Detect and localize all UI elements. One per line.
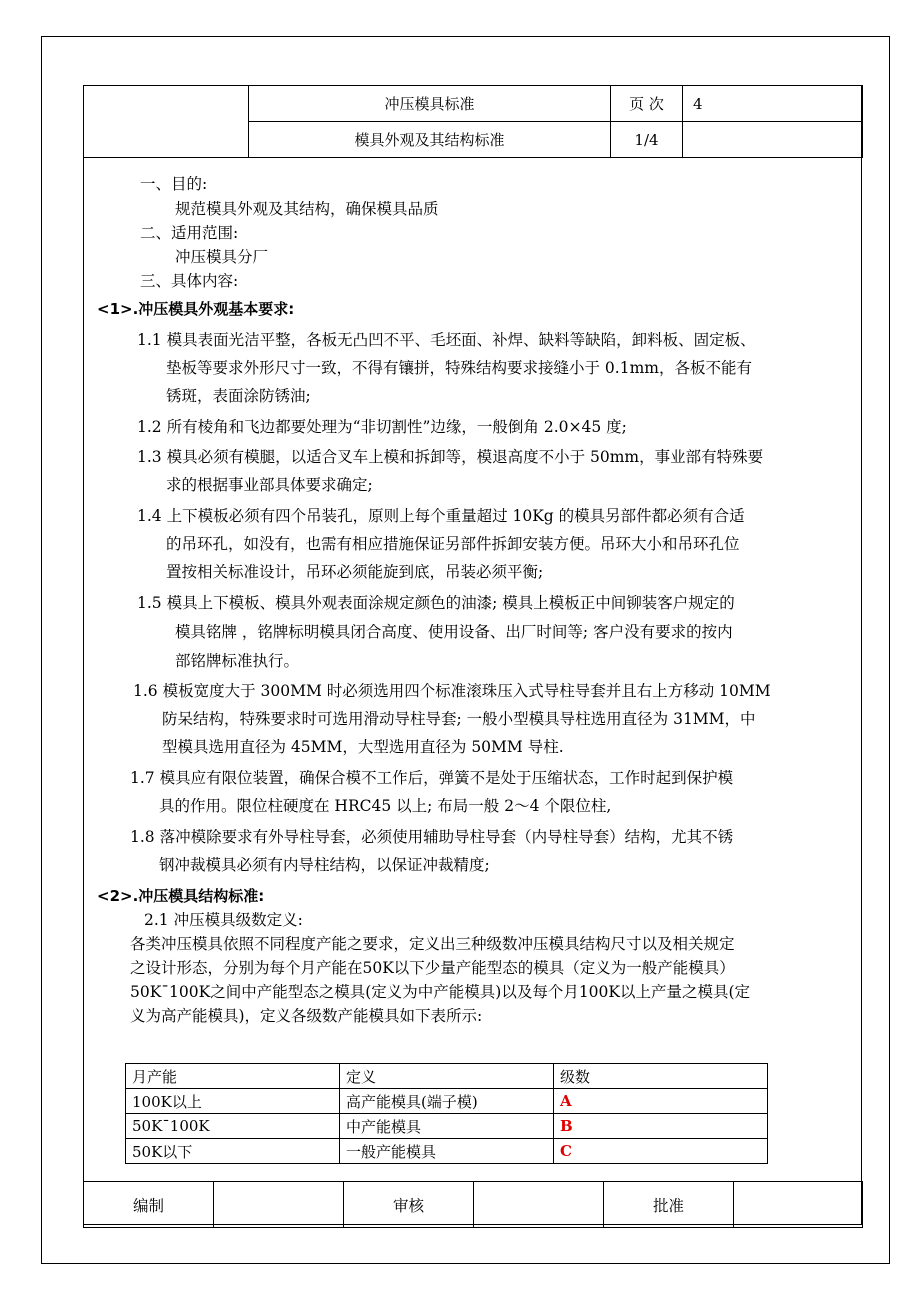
column-header: 级数 xyxy=(554,1064,768,1089)
body-text-line: 钢冲裁模具必须有内导柱结构，以保证冲裁精度; xyxy=(159,856,490,874)
signature-footer xyxy=(83,1181,863,1228)
section-heading: <1>.冲压模具外观基本要求: xyxy=(97,300,295,318)
empty-cell xyxy=(683,122,863,158)
approve-label: 批准 xyxy=(604,1182,734,1228)
table-cell: 高产能模具(端子模) xyxy=(340,1089,554,1114)
table-row xyxy=(126,1089,768,1114)
table-cell: 50K以下 xyxy=(126,1139,340,1164)
logo-cell xyxy=(84,86,249,158)
table-row xyxy=(126,1139,768,1164)
body-text-line: 防呆结构，特殊要求时可选用滑动导柱导套; 一般小型模具导柱选用直径为 31MM，中 xyxy=(162,710,756,728)
body-text-line: 1.2 所有棱角和飞边都要处理为“非切割性”边缘，一般倒角 2.0×45 度; xyxy=(137,418,627,436)
body-text-line: 具的作用。限位柱硬度在 HRC45 以上; 布局一般 2～4 个限位柱, xyxy=(159,797,612,815)
body-text-line: 求的根据事业部具体要求确定; xyxy=(166,476,373,494)
body-text-line: 义为高产能模具)，定义各级数产能模具如下表所示: xyxy=(130,1007,483,1025)
body-text-line: 一、目的: xyxy=(140,175,208,193)
table-header-row xyxy=(126,1064,768,1089)
table-cell: 100K以上 xyxy=(126,1089,340,1114)
body-text-line: 冲压模具分厂 xyxy=(175,248,269,266)
document-title: 冲压模具标准 xyxy=(249,86,611,122)
table-cell: 中产能模具 xyxy=(340,1114,554,1139)
table-cell: 一般产能模具 xyxy=(340,1139,554,1164)
table-cell: 50K¯100K xyxy=(126,1114,340,1139)
level-grade: A xyxy=(554,1089,768,1114)
section-heading: <2>.冲压模具结构标准: xyxy=(97,887,265,905)
body-text-line: 1.1 模具表面光洁平整，各板无凸凹不平、毛坯面、补焊、缺料等缺陷，卸料板、固定板、 xyxy=(137,331,756,349)
body-text-line: 型模具选用直径为 45MM，大型选用直径为 50MM 导柱. xyxy=(162,738,564,756)
review-label: 审核 xyxy=(344,1182,474,1228)
body-text-line: 1.4 上下模板必须有四个吊装孔，原则上每个重量超过 10Kg 的模具另部件都必须有合适 xyxy=(137,507,745,525)
body-text-line: 锈斑，表面涂防锈油; xyxy=(166,387,311,405)
body-text-line: 各类冲压模具依照不同程度产能之要求，定义出三种级数冲压模具结构尺寸以及相关规定 xyxy=(130,935,735,953)
column-header: 定义 xyxy=(340,1064,554,1089)
page-label: 页 次 xyxy=(611,86,683,122)
edit-signature-field xyxy=(214,1182,344,1228)
level-table xyxy=(125,1063,768,1164)
approve-signature-field xyxy=(734,1182,863,1228)
review-signature-field xyxy=(474,1182,604,1228)
edit-label: 编制 xyxy=(84,1182,214,1228)
body-text-line: 1.3 模具必须有模腿，以适合叉车上模和拆卸等，模退高度不小于 50mm，事业部有特殊要 xyxy=(137,448,764,466)
body-text-line: 模具铭牌 ，铭牌标明模具闭合高度、使用设备、出厂时间等; 客户没有要求的按内 xyxy=(175,623,733,641)
document-header xyxy=(83,85,863,158)
page-fraction: 1/4 xyxy=(611,122,683,158)
page-value: 4 xyxy=(683,86,863,122)
body-text-line: 置按相关标准设计，吊环必须能旋到底，吊装必须平衡; xyxy=(166,563,544,581)
body-text-line: 50K¯100K之间中产能型态之模具(定义为中产能模具)以及每个月100K以上产量之模具(定 xyxy=(130,983,751,1001)
body-text-line: 1.5 模具上下模板、模具外观表面涂规定颜色的油漆; 模具上模板正中间铆装客户规定的 xyxy=(137,594,735,612)
body-text-line: 1.8 落冲模除要求有外导柱导套，必须使用辅助导柱导套（内导柱导套）结构，尤其不锈 xyxy=(130,828,734,846)
level-grade: C xyxy=(554,1139,768,1164)
body-text-line: 1.7 模具应有限位装置，确保合模不工作后，弹簧不是处于压缩状态，工作时起到保护模 xyxy=(130,769,734,787)
body-text-line: 2.1 冲压模具级数定义: xyxy=(144,911,303,929)
body-text-line: 的吊环孔，如没有，也需有相应措施保证另部件拆卸安装方便。吊环大小和吊环孔位 xyxy=(166,535,740,553)
level-grade: B xyxy=(554,1114,768,1139)
body-text-line: 三、具体内容: xyxy=(140,272,239,290)
column-header: 月产能 xyxy=(126,1064,340,1089)
table-row xyxy=(126,1114,768,1139)
body-text-line: 二、适用范围: xyxy=(140,224,239,242)
body-text-line: 之设计形态，分别为每个月产能在50K以下少量产能型态的模具（定义为一般产能模具） xyxy=(130,959,735,977)
body-text-line: 规范模具外观及其结构，确保模具品质 xyxy=(175,200,439,218)
document-subtitle: 模具外观及其结构标准 xyxy=(249,122,611,158)
body-text-line: 部铭牌标准执行。 xyxy=(175,652,300,670)
body-text-line: 1.6 模板宽度大于 300MM 时必须选用四个标准滚珠压入式导柱导套并且右上方移动 10MM xyxy=(133,682,771,700)
body-text-line: 垫板等要求外形尺寸一致，不得有镶拼，特殊结构要求接缝小于 0.1mm，各板不能有 xyxy=(166,359,752,377)
